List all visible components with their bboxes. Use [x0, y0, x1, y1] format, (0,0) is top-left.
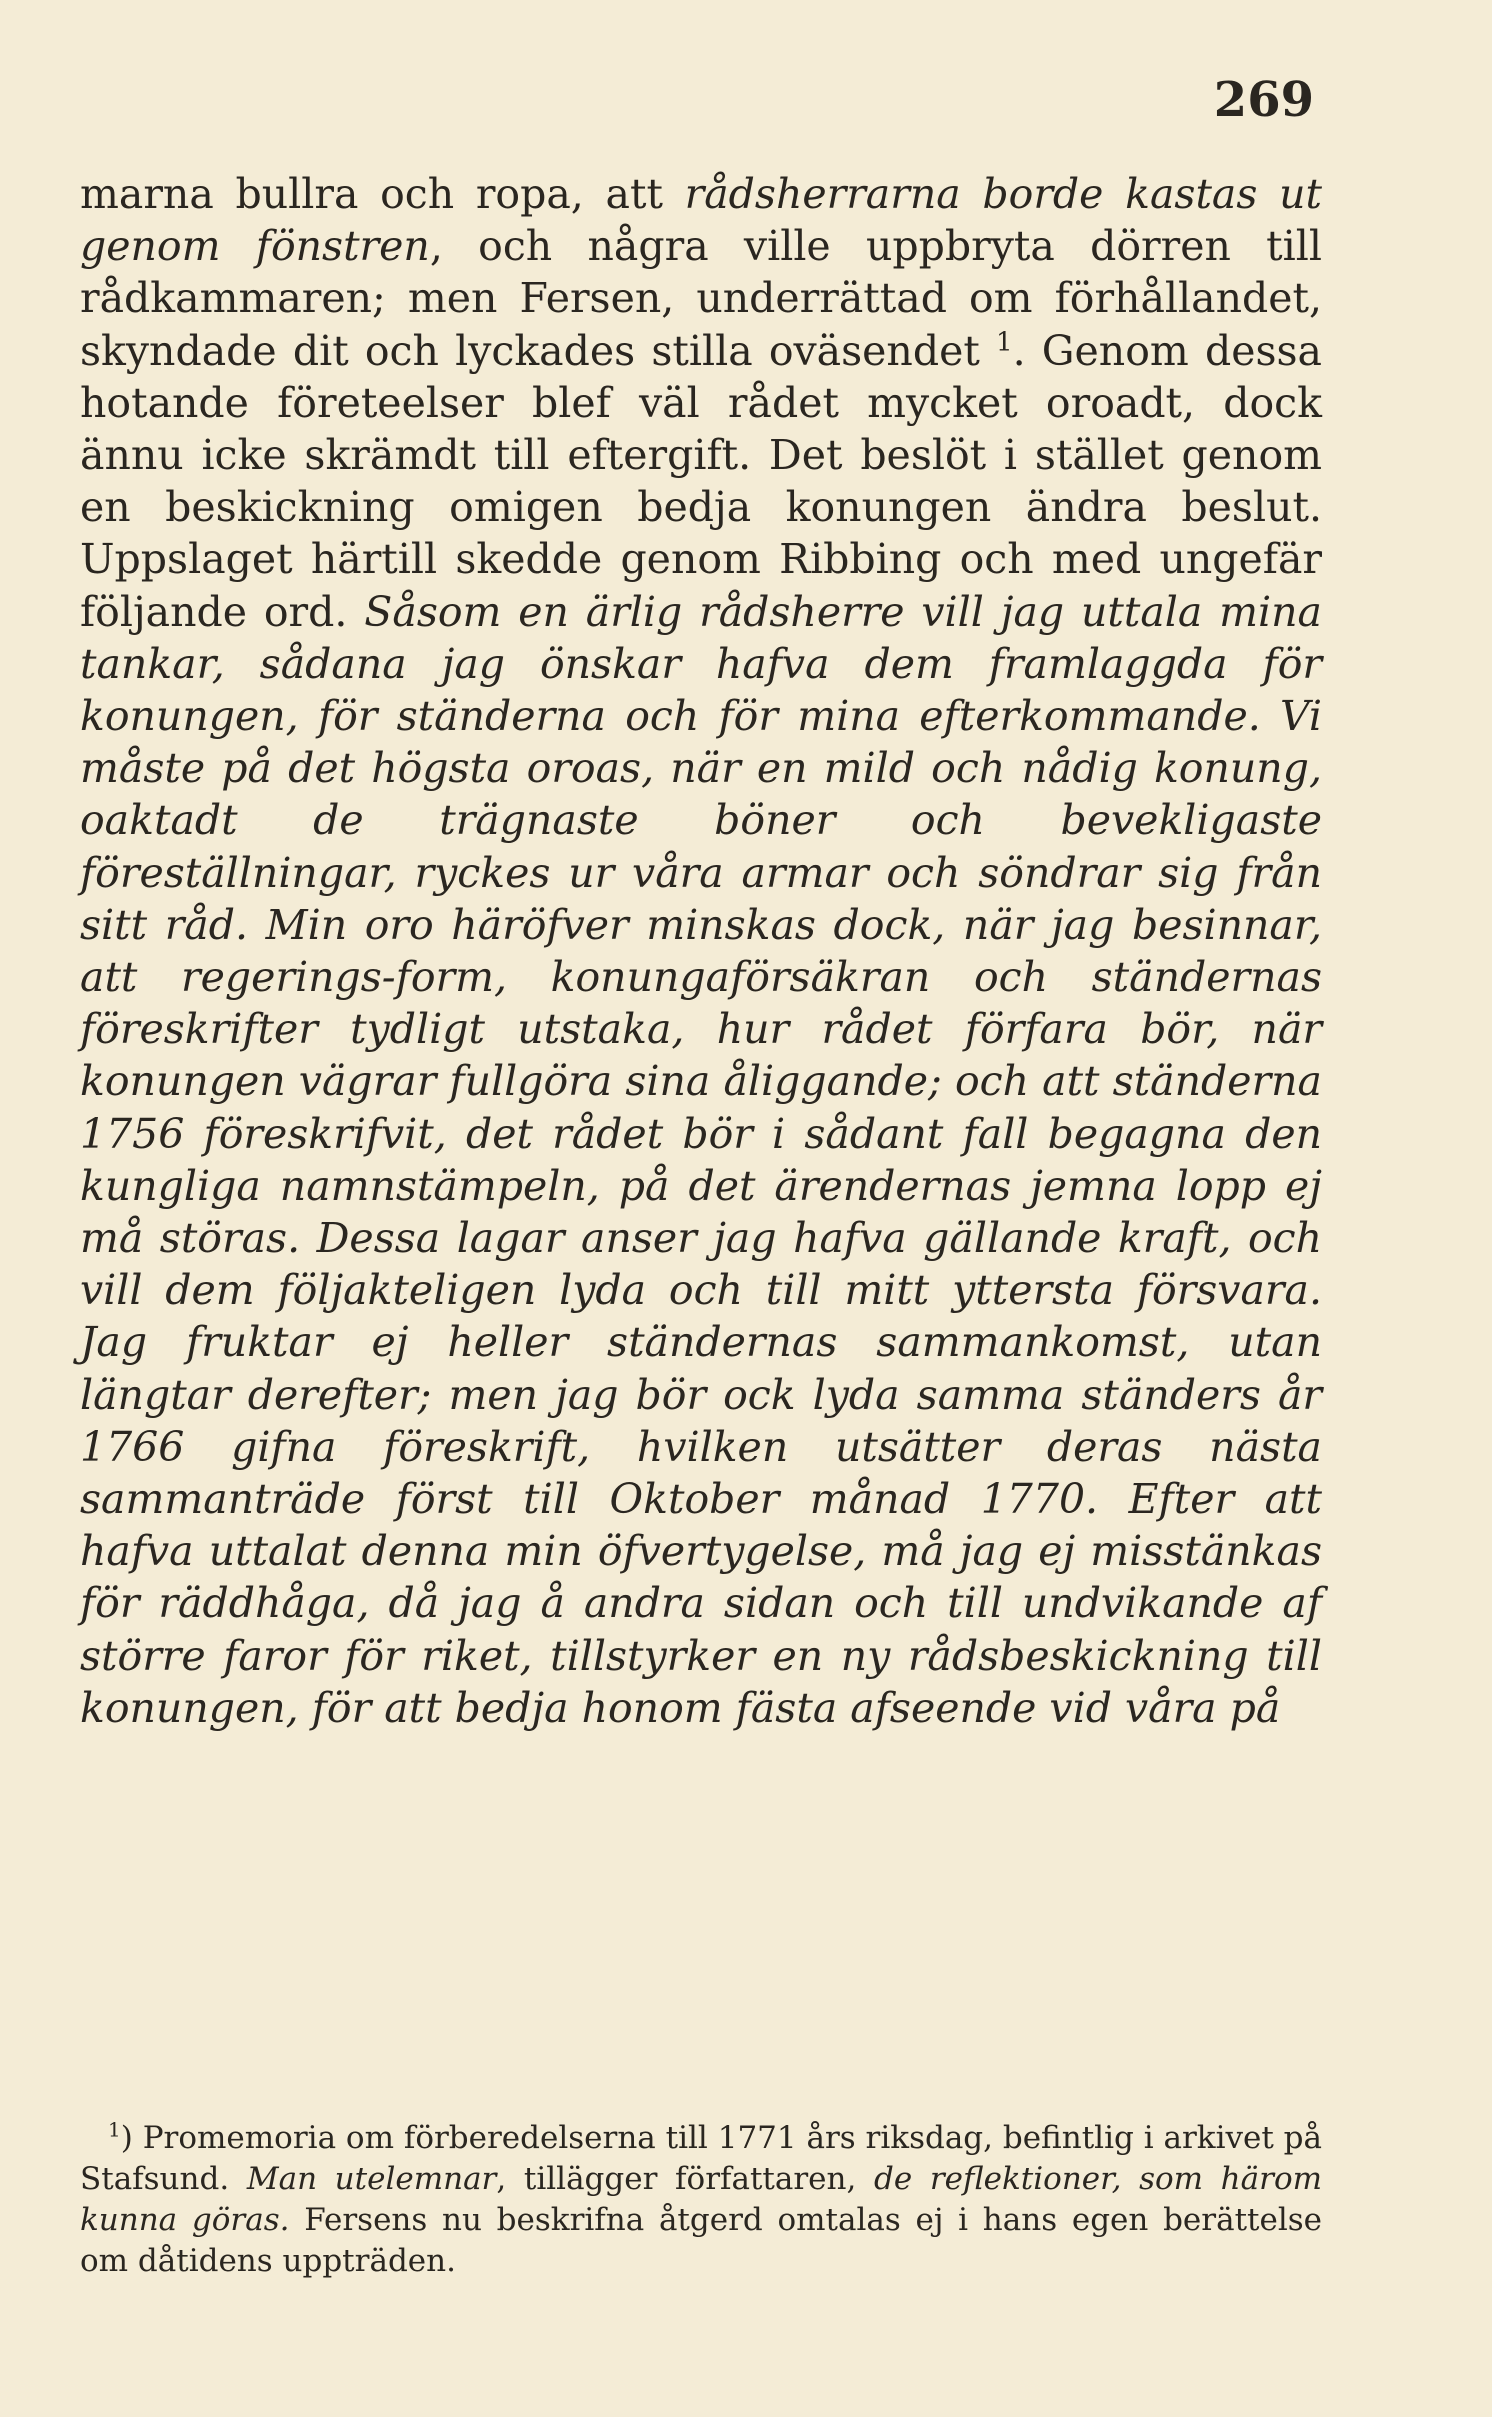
italic-quote: rådsherrarna borde kastas ut genom fönstren	[80, 170, 1322, 271]
italic-speech: Såsom en ärlig rådsherre vill jag uttala mina tankar, sådana jag önskar hafva dem framlaggda för konungen, för ständerna och för mina efterkommande. Vi måste på det högsta oroas, när en mild och nådig konung, oaktadt de trägnaste böner och bevekligaste föreställningar, ryckes ur våra armar och söndrar sig från sitt råd. Min oro häröfver minskas dock, när jag besinnar, att regerings-form, konungaförsäkran och ständernas föreskrifter tydligt utstaka, hur rådet förfara bör, när konungen vägrar fullgöra sina åliggande; och att ständerna 1756 föreskrifvit, det rådet bör i sådant fall begagna den kungliga namnstämpeln, på det ärendernas jemna lopp ej må störas. Dessa lagar anser jag hafva gällande kraft, och vill dem följakteligen lyda och till mitt yttersta försvara. Jag fruktar ej heller ständernas sammankomst, utan längtar derefter; men jag bör ock lyda samma ständers år 1766 gifna föreskrift, hvilken utsätter deras nästa sammanträde först till Oktober månad 1770. Efter att hafva uttalat denna min öfvertygelse, må jag ej misstänkas för räddhåga, då jag å andra sidan och till undvikande af större faror för riket, tillstyrker en ny rådsbeskickning till konungen, för att bedja honom fästa afseende vid våra på	[80, 587, 1323, 1732]
footnote-paragraph	[80, 2118, 1322, 2282]
text-run: marna bullra och ropa, att	[80, 170, 685, 218]
footnote-reference[interactable]: 1	[996, 326, 1013, 357]
text-run: . Genom dessa hotande företeelser blef väl rådet mycket oroadt, dock ännu icke skrämdt till eftergift. Det beslöt i stället genom en beskickning omigen bedja konungen ändra beslut. Uppslaget härtill skedde genom Ribbing och med ungefär följande ord.	[80, 326, 1322, 636]
footnote	[80, 2118, 1322, 2282]
footnote-italic: de reflektioner, som härom kunna göras.	[80, 2161, 1323, 2238]
footnote-mark: 1	[108, 2117, 121, 2142]
main-text	[80, 168, 1322, 1734]
footnote-text: , tillägger författaren,	[496, 2161, 874, 2197]
footnote-text: ) Promemoria om förberedelserna till 1771 års riksdag, befintlig i arkivet på Stafsund.	[80, 2120, 1322, 2197]
text-run: , och några ville uppbryta dörren till rådkammaren; men Fersen, underrättad om förhållandet, skyndade dit och lyckades stilla oväsendet	[80, 222, 1323, 375]
page-number: 269	[1213, 72, 1314, 128]
footnote-italic: Man utelemnar	[246, 2161, 497, 2197]
main-paragraph	[80, 168, 1322, 1734]
footnote-text: Fersens nu beskrifna åtgerd omtalas ej i hans egen berättelse om dåtidens uppträden.	[80, 2202, 1323, 2279]
